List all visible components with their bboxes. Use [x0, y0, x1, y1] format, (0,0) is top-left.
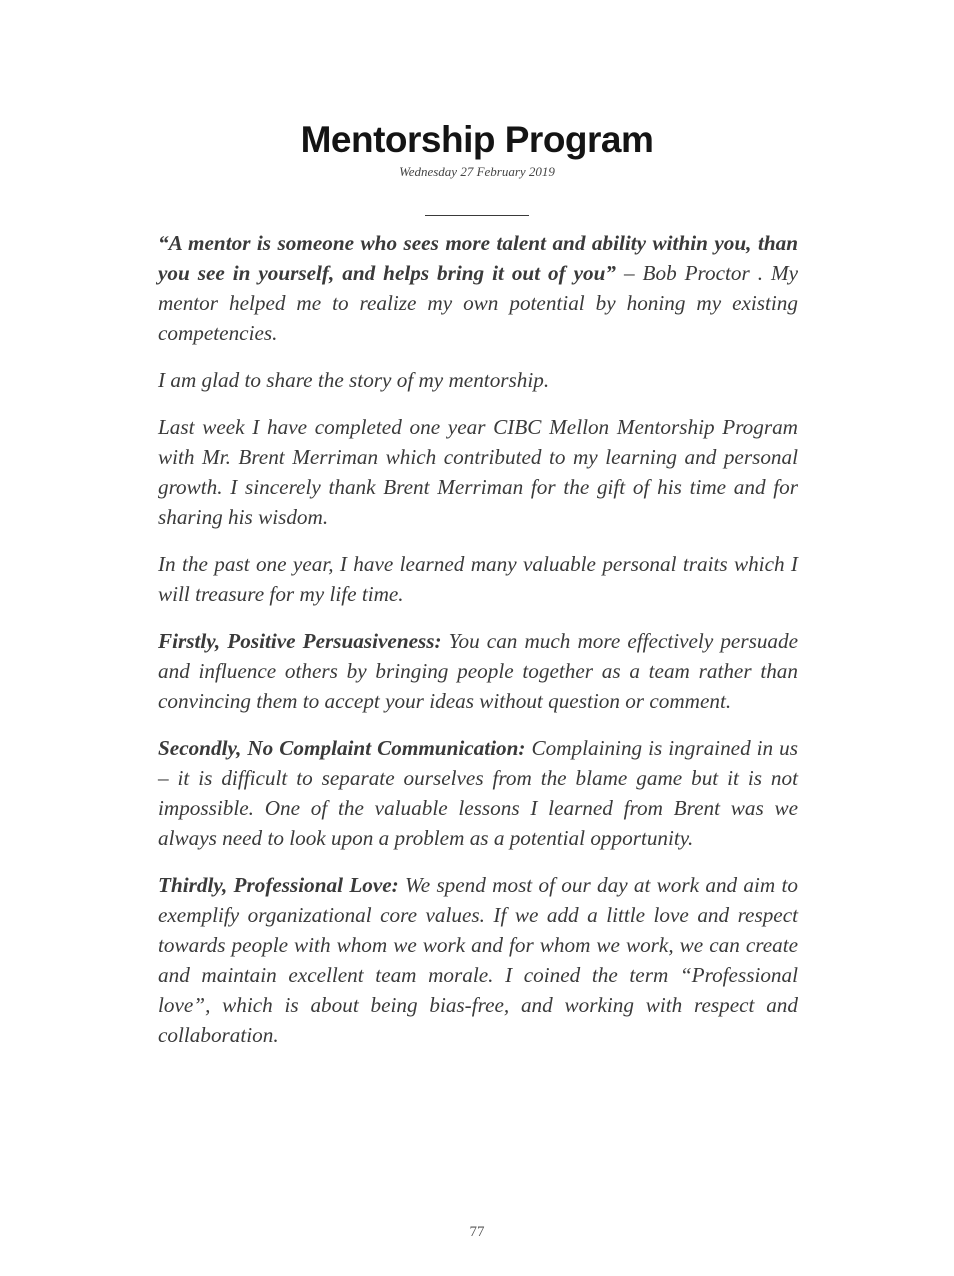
title-divider: [425, 215, 529, 216]
publish-date: Wednesday 27 February 2019: [399, 164, 555, 179]
article-body: [158, 228, 798, 1067]
paragraph-persuasiveness: [158, 626, 798, 716]
quote-attribution: – Bob Proctor . My mentor helped me to realize my own potential by honing my existing competencies.: [158, 261, 799, 345]
paragraph-program: Last week I have completed one year CIBC Mellon Mentorship Program with Mr. Brent Merriman which contributed to my learning and personal growth. I sincerely thank Brent Merriman for the gift of his time and for sharing his wisdom.: [158, 415, 798, 529]
mentor-quote: “A mentor is someone who sees more talent and ability within you, than you see in yourself, and helps bring it out of you”: [158, 231, 798, 285]
trait-heading-persuasiveness: Firstly, Positive Persuasiveness:: [158, 629, 442, 653]
paragraph-communication: [158, 733, 798, 853]
paragraph-quote: [158, 228, 798, 348]
trait-text-communication: Complaining is ingrained in us – it is difficult to separate ourselves from the blame game but it is not impossible. One of the valuable lessons I learned from Brent was we always need to look upon a problem as a potential opportunity.: [158, 736, 798, 850]
paragraph-intro: I am glad to share the story of my mentorship.: [158, 368, 550, 392]
trait-text-persuasiveness: You can much more effectively persuade and influence others by bringing people together as a team rather than convincing them to accept your ideas without question or comment.: [158, 629, 799, 713]
page-number: 77: [469, 1224, 485, 1240]
trait-heading-communication: Secondly, No Complaint Communication:: [158, 736, 526, 760]
paragraph-professional-love: [158, 870, 798, 1050]
trait-text-professional-love: We spend most of our day at work and aim to exemplify organizational core values. If we add a little love and respect towards people with whom we work and for whom we work, we can create and maintain excellent team morale. I coined the term “Professional love”, which is about being bias-free, and working with respect and collaboration.: [158, 873, 798, 1047]
page-title: Mentorship Program: [300, 119, 654, 160]
trait-heading-professional-love: Thirdly, Professional Love:: [158, 873, 399, 897]
paragraph-traits: In the past one year, I have learned many valuable personal traits which I will treasure for my life time.: [158, 552, 798, 606]
